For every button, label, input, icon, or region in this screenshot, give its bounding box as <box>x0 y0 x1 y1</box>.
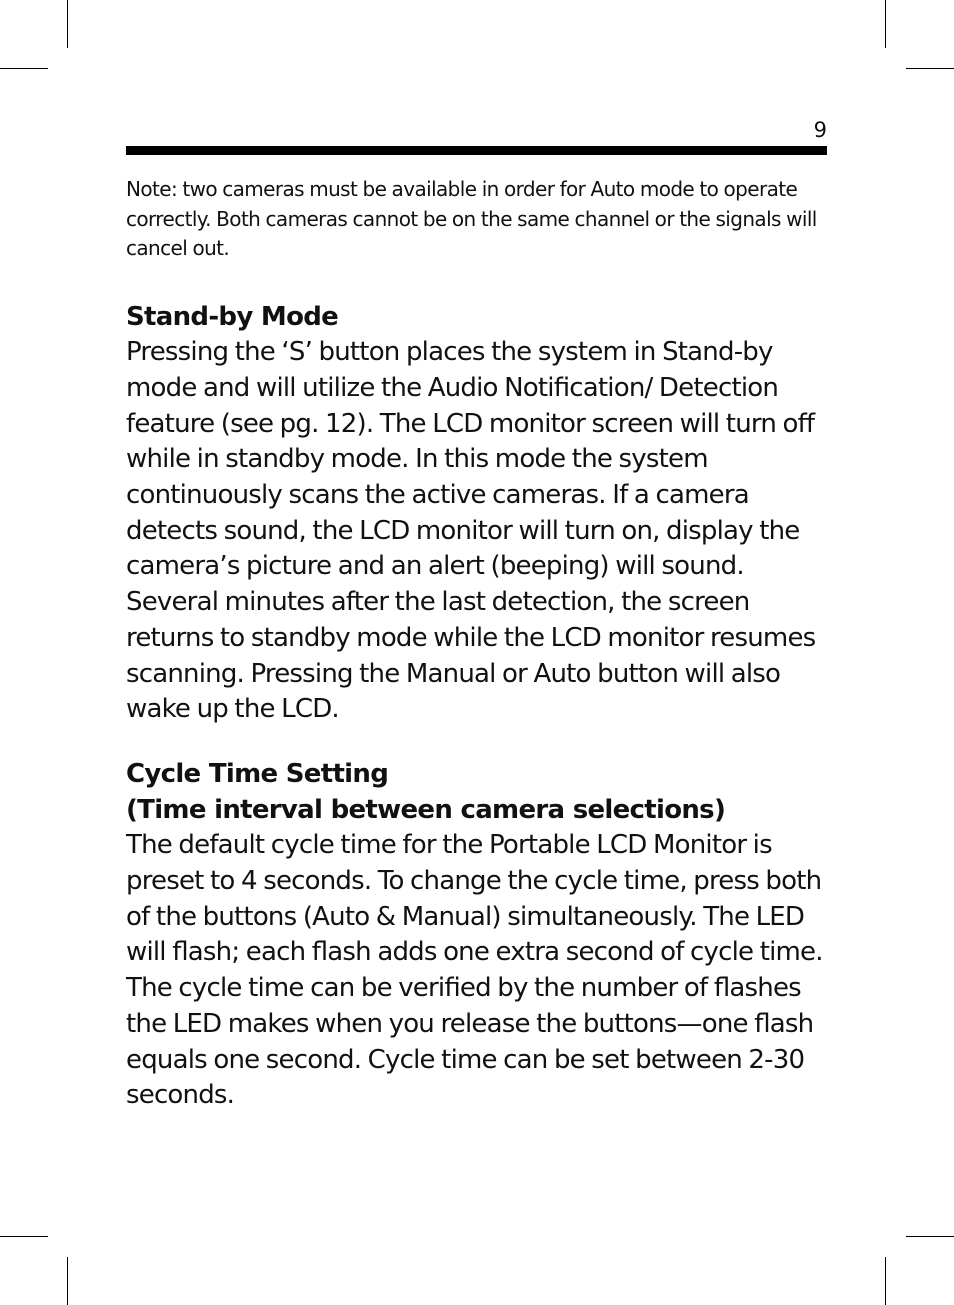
section-heading <box>126 757 826 828</box>
crop-mark-bottom-right-horizontal <box>906 1236 954 1237</box>
crop-mark-top-left-vertical <box>67 0 68 48</box>
page-number: 9 <box>813 118 827 142</box>
crop-mark-bottom-left-vertical <box>67 1257 68 1305</box>
section-heading-line: Stand-by Mode <box>126 301 339 332</box>
section-standby-mode <box>126 300 826 728</box>
crop-mark-top-left-horizontal <box>0 68 48 69</box>
crop-mark-bottom-right-vertical <box>885 1257 886 1305</box>
section-body: Pressing the ‘S’ button places the system in Stand-by mode and will utilize the Audio Notiﬁcation/ Detection feature (see pg. 12). The LCD monitor screen will turn off while in standby mode. In this mode the system continuously scans the active cameras. If a camera detects sound, the LCD monitor will turn on, display the camera’s picture and an alert (beeping) will sound. Several minutes after the last detection, the screen returns to standby mode while the LCD monitor resumes scanning. Pressing the Manual or Auto button will also wake up the LCD. <box>126 337 816 725</box>
crop-mark-bottom-left-horizontal <box>0 1236 48 1237</box>
note-paragraph: Note: two cameras must be available in order for Auto mode to operate correctly. Both cameras cannot be on the same channel or the signals will cancel out. <box>126 177 817 260</box>
crop-mark-top-right-vertical <box>885 0 886 48</box>
section-heading-line: Cycle Time Setting <box>126 758 389 789</box>
header-rule <box>126 146 827 155</box>
page-content <box>126 175 826 1114</box>
section-cycle-time-setting <box>126 757 826 1114</box>
section-heading <box>126 300 826 336</box>
section-body: The default cycle time for the Portable LCD Monitor is preset to 4 seconds. To change the cycle time, press both of the buttons (Auto & Manual) simultaneously. The LED will ﬂash; each ﬂash adds one extra second of cycle time. The cycle time can be veriﬁed by the number of ﬂashes the LED makes when you release the buttons—one ﬂash equals one second. Cycle time can be set between 2-30 seconds. <box>126 830 823 1111</box>
section-subheading-line: (Time interval between camera selections) <box>126 794 726 825</box>
crop-mark-top-right-horizontal <box>906 68 954 69</box>
